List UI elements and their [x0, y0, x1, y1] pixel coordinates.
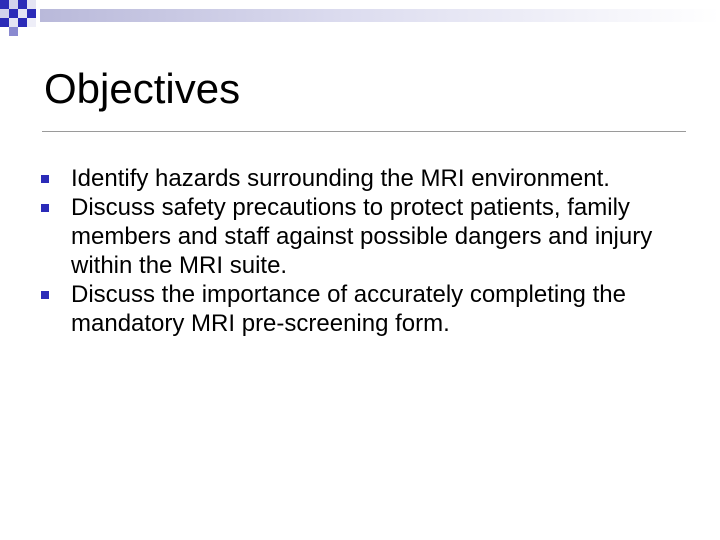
header-decor-band — [0, 0, 720, 40]
title-divider — [42, 131, 686, 132]
list-item-text: Discuss safety precautions to protect patients, family members and staff against possible dangers and injury within the MRI suite. — [71, 194, 653, 279]
square-bullet-icon — [41, 291, 49, 299]
list-item-text: Identify hazards surrounding the MRI environment. — [71, 165, 610, 192]
slide-title: Objectives — [44, 65, 241, 112]
list-item-text: Discuss the importance of accurately completing the mandatory MRI pre-screening form. — [71, 281, 626, 337]
square-bullet-icon — [41, 175, 49, 183]
objectives-list — [40, 164, 700, 338]
list-item — [40, 280, 700, 338]
list-item — [40, 164, 700, 193]
list-item — [40, 193, 700, 280]
square-bullet-icon — [41, 204, 49, 212]
